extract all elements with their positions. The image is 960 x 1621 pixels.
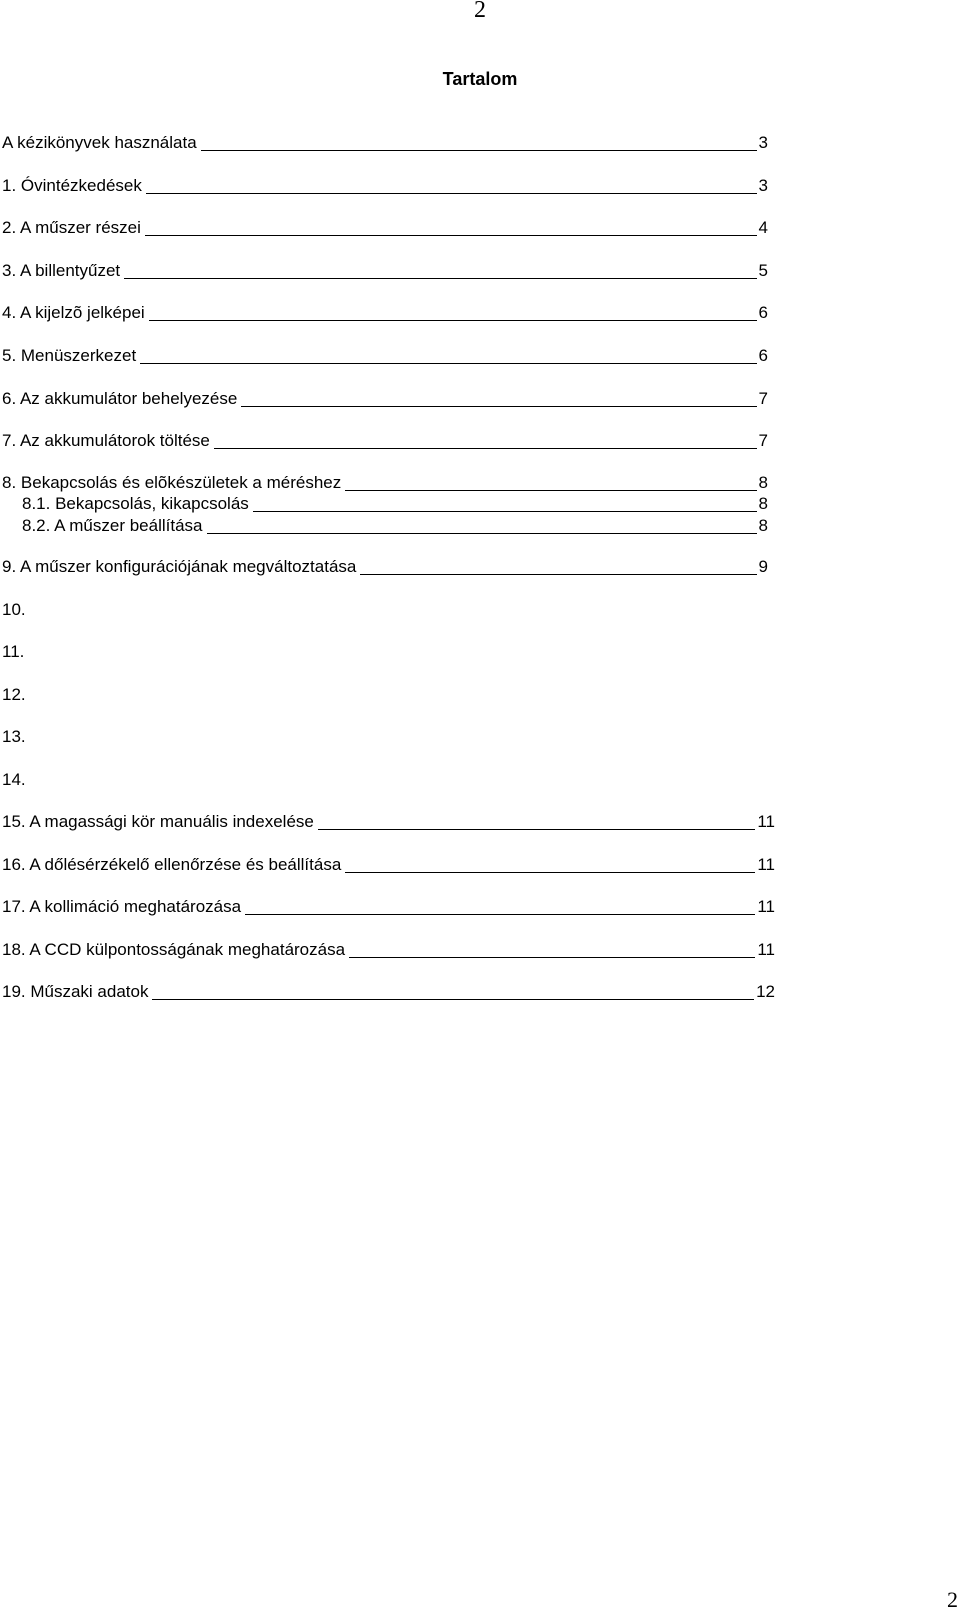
toc-entry-label: 4. A kijelzõ jelképei: [2, 303, 145, 322]
page-number-bottom: 2: [947, 1587, 958, 1612]
toc-entry-label: 18. A CCD külpontosságának meghatározása: [2, 940, 346, 959]
toc-entry-label: 1. Óvintézkedések: [2, 176, 142, 195]
toc-leader-line: [145, 234, 757, 236]
toc-entry[interactable]: [2, 681, 768, 705]
toc-entry-page: 7: [758, 389, 768, 408]
toc-entry[interactable]: [2, 342, 768, 366]
toc-entry-page: 3: [758, 133, 768, 152]
toc-entry[interactable]: [2, 766, 768, 790]
toc-leader-line: [124, 277, 756, 279]
toc-entry-label: 2. A műszer részei: [2, 218, 141, 237]
toc-entry-page: 4: [758, 218, 768, 237]
toc-entry-page: 8: [758, 494, 768, 513]
toc-entry-label: 10.: [2, 600, 26, 619]
toc-entry[interactable]: [2, 214, 768, 238]
toc-leader-line: [214, 447, 757, 449]
toc-entry-label: 9. A műszer konfigurációjának megváltoztatása: [2, 557, 357, 576]
toc-entry-page: 11: [757, 940, 775, 959]
toc-entry-page: 12: [756, 982, 775, 1001]
toc-entry[interactable]: [2, 257, 768, 281]
toc-entry[interactable]: [2, 553, 768, 577]
toc-leader-line: [152, 998, 754, 1000]
toc-entry-page: 9: [758, 557, 768, 576]
toc-entry-label: 12.: [2, 685, 26, 704]
page-number-top: 2: [474, 0, 486, 23]
toc-entry[interactable]: [2, 427, 768, 451]
toc-entry[interactable]: [2, 299, 768, 323]
toc-entry-label: 5. Menüszerkezet: [2, 346, 137, 365]
toc-entry[interactable]: [2, 385, 768, 409]
toc-leader-line: [149, 319, 757, 321]
toc-entry[interactable]: [2, 978, 775, 1002]
toc-entry[interactable]: [2, 129, 768, 153]
toc-subentry[interactable]: [22, 512, 768, 536]
toc-entry[interactable]: [2, 638, 768, 662]
toc-entry[interactable]: [2, 936, 775, 960]
toc-entry-label: 16. A dőlésérzékelő ellenőrzése és beállítása: [2, 855, 342, 874]
toc-leader-line: [345, 871, 755, 873]
toc-leader-line: [349, 956, 755, 958]
toc-entry-label: 8. Bekapcsolás és elõkészületek a méréshez: [2, 473, 342, 492]
toc-entry-label: 15. A magassági kör manuális indexelése: [2, 812, 314, 831]
toc-entry-label: A kézikönyvek használata: [2, 133, 197, 152]
toc-entry[interactable]: [2, 851, 775, 875]
toc-leader-line: [360, 573, 756, 575]
toc-subentry[interactable]: [22, 490, 768, 514]
toc-entry-page: 5: [758, 261, 768, 280]
toc-entry-page: 7: [758, 431, 768, 450]
toc-entry[interactable]: [2, 172, 768, 196]
toc-entry-page: 3: [758, 176, 768, 195]
toc-entry-page: 6: [758, 346, 768, 365]
toc-entry-label: 19. Műszaki adatok: [2, 982, 149, 1001]
toc-leader-line: [318, 828, 755, 830]
toc-entry-page: 6: [758, 303, 768, 322]
toc-entry-page: 11: [757, 897, 775, 916]
toc-entry-label: 8.2. A műszer beállítása: [22, 516, 203, 535]
toc-leader-line: [146, 192, 757, 194]
toc-entry-label: 7. Az akkumulátorok töltése: [2, 431, 210, 450]
toc-entry-label: 17. A kollimáció meghatározása: [2, 897, 242, 916]
toc-entry-page: 8: [758, 473, 768, 492]
toc-leader-line: [207, 532, 757, 534]
toc-entry[interactable]: [2, 808, 775, 832]
toc-leader-line: [201, 149, 757, 151]
toc-entry[interactable]: [2, 596, 768, 620]
toc-entry-page: 11: [757, 812, 775, 831]
toc-entry[interactable]: [2, 893, 775, 917]
toc-leader-line: [245, 913, 755, 915]
toc-entry-label: 11.: [2, 642, 25, 661]
toc-leader-line: [140, 362, 756, 364]
toc-entry[interactable]: [2, 723, 768, 747]
toc-leader-line: [241, 405, 756, 407]
toc-entry-label: 8.1. Bekapcsolás, kikapcsolás: [22, 494, 249, 513]
toc-title: Tartalom: [442, 69, 518, 89]
toc-entry-label: 3. A billentyűzet: [2, 261, 121, 280]
toc-entry-label: 13.: [2, 727, 26, 746]
toc-entry-page: 11: [757, 855, 775, 874]
toc-entry-label: 6. Az akkumulátor behelyezése: [2, 389, 238, 408]
toc-entry-page: 8: [758, 516, 768, 535]
toc-entry-label: 14.: [2, 770, 26, 789]
